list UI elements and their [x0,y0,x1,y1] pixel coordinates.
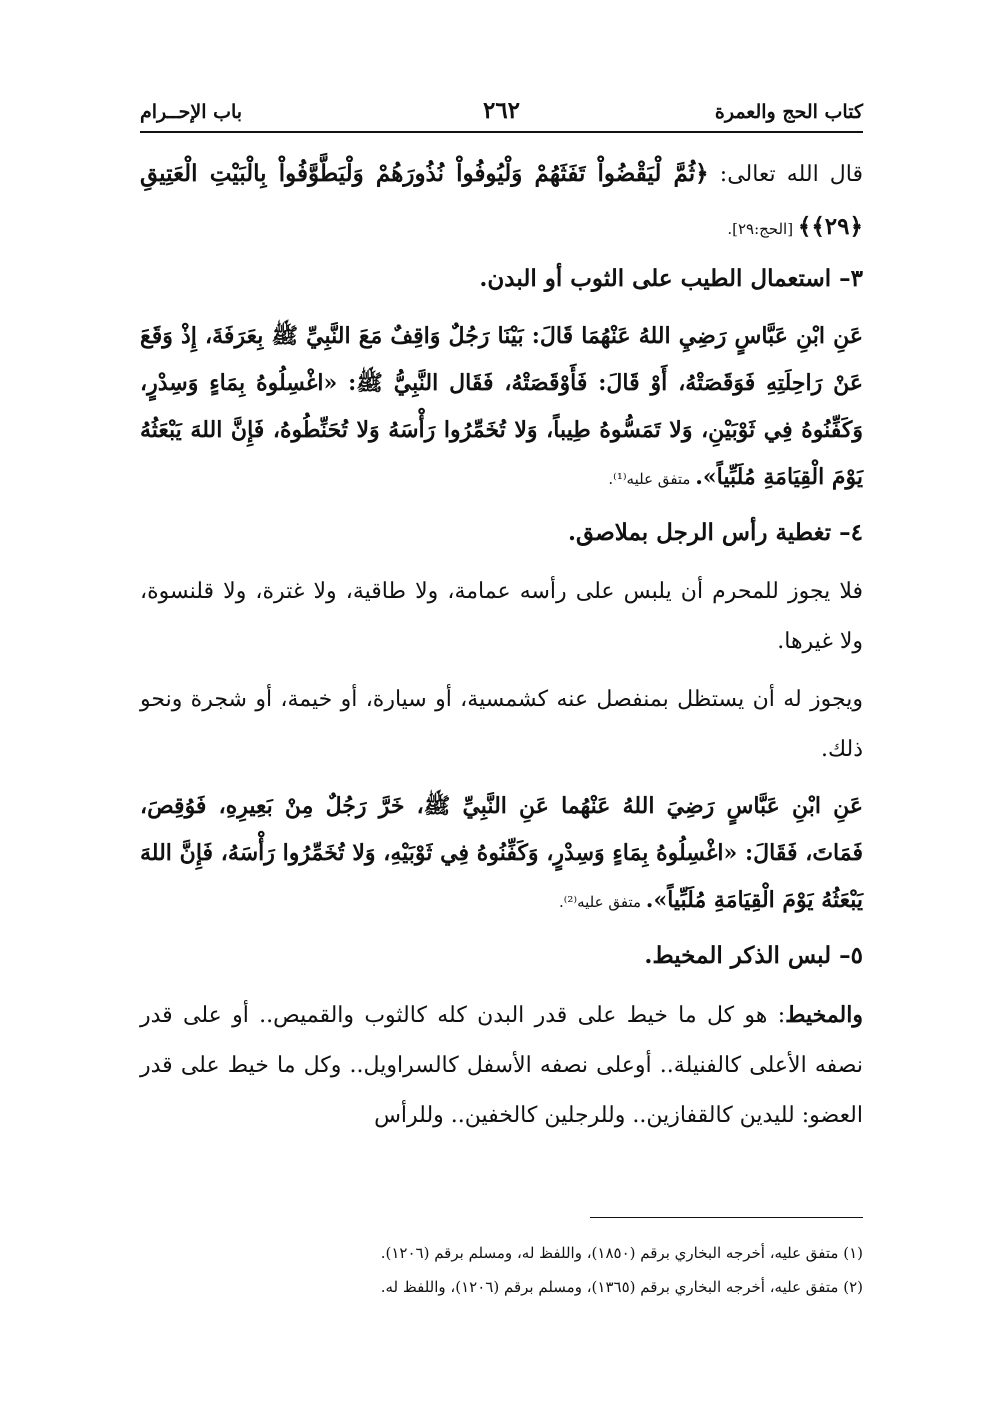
section-heading-5: ٥– لبس الذكر المخيط. [644,942,863,969]
term-makhit: والمخيط [785,1002,863,1028]
hadith-source-2: متفق عليه⁽²⁾. [558,893,646,911]
paragraph-sewn-garment [140,990,863,1141]
chapter-title: باب الإحــرام [140,101,243,123]
quran-intro: قال الله تعالى: [708,162,864,187]
hadith-text-1: عَنِ ابْنِ عَبَّاسٍ رَضِيِ اللهُ عَنْهُمَا قَالَ: بَيْنَا رَجُلٌ وَاقِفٌ مَعَ النَّبِيِّ ﷺ بِعَرَفَةَ، إِذْ وَقَعَ عَنْ رَاحِلَتِهِ فَوَقَصَتْهُ، أَوْ قَالَ: فَأَوْقَصَتْهُ، فَقَال النَّبِيُّ ﷺ: «اغْسِلُوهُ بِمَاءٍ وَسِدْرٍ، وَكَفِّنُوهُ فِي ثَوْبَيْنِ، وَلا تَمَسُّوهُ طِيباً، وَلا تُخَمِّرُوا رَأْسَهُ وَلا تُحَنِّطُوهُ، فَإِنَّ اللهَ يَبْعَثُهُ يَوْمَ الْقِيَامَةِ مُلَبِّياً». [140,323,864,490]
page-body [140,140,863,1149]
quran-verse-paragraph [140,148,863,255]
footnote-1: (١) متفق عليه، أخرجه البخاري برقم (١٨٥٠)، واللفظ له، ومسلم برقم (١٢٠٦). [380,1244,863,1262]
running-header [140,95,863,131]
quran-ayah: ﴿ثُمَّ لْيَقْضُواْ تَفَثَهُمْ وَلْيُوفُواْ نُذُورَهُمْ وَلْيَطَّوَّفُواْ بِالْبَيْتِ الْعَتِيقِ ﴿٢٩﴾﴾ [140,160,863,240]
hadith-source-1: متفق عليه⁽¹⁾. [608,470,696,488]
hadith-paragraph-1 [140,313,863,503]
book-title: كتاب الحج والعمرة [714,101,863,123]
paragraph-shade: ويجوز له أن يستظل بمنفصل عنه كشمسية، أو سيارة، أو خيمة، أو شجرة ونحو ذلك. [140,687,863,762]
footnotes [140,1236,863,1304]
footnote-divider [590,1217,863,1218]
paragraph-head-covering: فلا يجوز للمحرم أن يلبس على رأسه عمامة، ولا طاقية، ولا غترة، ولا قلنسوة، ولا غيرها. [140,579,863,654]
quran-reference: [الحج:٢٩]. [727,220,798,238]
makhit-definition: : هو كل ما خيط على قدر البدن كله كالثوب والقميص.. أو على قدر نصفه الأعلى كالفنيلة.. أوعلى نصفه الأسفل كالسراويل.. وكل ما خيط على قدر العضو: لليدين كالقفازين.. وللرجلين كالخفين.. وللرأس [140,1003,863,1128]
section-heading-4: ٤– تغطية رأس الرجل بملاصق. [568,519,863,546]
footnote-2: (٢) متفق عليه، أخرجه البخاري برقم (١٣٦٥)، ومسلم برقم (١٢٠٦)، واللفظ له. [380,1278,863,1296]
header-divider [140,131,863,133]
hadith-text-2: عَنِ ابْنِ عَبَّاسٍ رَضِيَ اللهُ عَنْهُما عَنِ النَّبِيِّ ﷺ، خَرَّ رَجُلٌ مِنْ بَعِيرِهِ، فَوُقِصَ، فَمَاتَ، فَقَالَ: «اغْسِلُوهُ بِمَاءٍ وَسِدْرٍ، وَكَفِّنُوهُ فِي ثَوْبَيْهِ، وَلا تُخَمِّرُوا رَأْسَهُ، فَإِنَّ اللهَ يَبْعَثُهُ يَوْمَ الْقِيَامَةِ مُلَبِّياً». [140,793,863,913]
page-number: ٢٦٢ [482,97,521,124]
section-heading-3: ٣– استعمال الطيب على الثوب أو البدن. [479,265,863,292]
hadith-paragraph-2 [140,783,863,926]
